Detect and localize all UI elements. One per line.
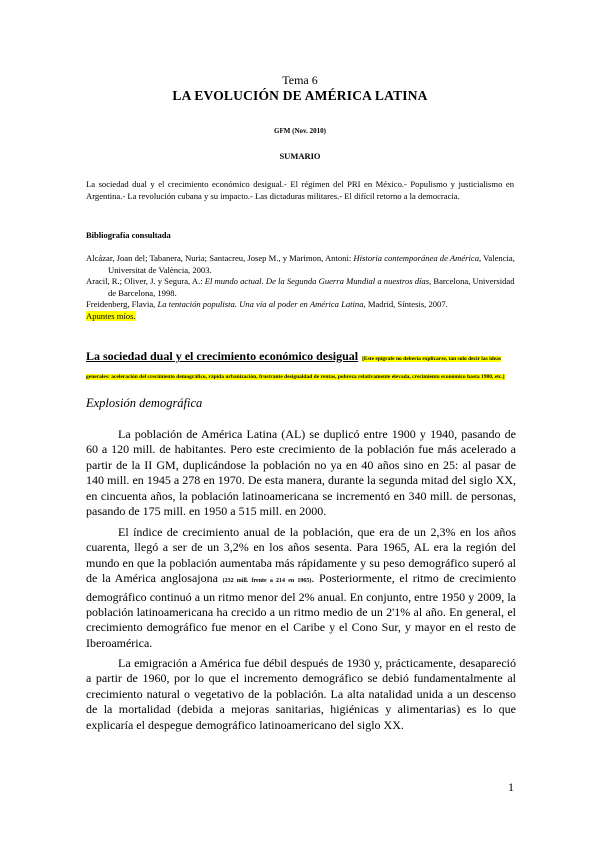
apuntes-note: Apuntes míos. xyxy=(86,310,136,321)
paragraph-1: La población de América Latina (AL) se duplicó entre 1900 y 1940, pasando de 60 a 120 mill. de habitantes. Pero este crecimiento de la población fue más acelerado a partir de la II GM, duplicándose la población no ya en 40 años sino en 25: al pasar de 140 mill. en 1945 a 278 en 1970. De esta manera, durante la segunda mitad del siglo XX, en cincuenta años, la población latinoamericana se incrementó en 340 mill. de personas, pasando de 175 mill. en 1950 a 515 mill. en 2000. xyxy=(86,427,516,519)
page-number: 1 xyxy=(508,780,514,794)
bibliography-heading: Bibliografía consultada xyxy=(86,230,171,240)
subsection-heading: Explosión demográfica xyxy=(86,396,203,410)
sumario-heading: SUMARIO xyxy=(279,151,321,161)
section-header xyxy=(86,347,516,383)
author-date: GFM (Nov. 2010) xyxy=(274,127,326,135)
tema-label: Tema 6 xyxy=(282,73,318,87)
bibliography-entry: Alcázar, Joan del; Tabanera, Nuria; Santacreu, Josep M., y Marimon, Antoni: Historia contemporánea de América, Valencia, Universitat de València, 2003. xyxy=(86,253,515,275)
document-title: LA EVOLUCIÓN DE AMÉRICA LATINA xyxy=(172,88,428,103)
paragraph-2: El índice de crecimiento anual de la población, que era de un 2,3% en los años cuarenta, llegó a ser de un 3,2% en los años sesenta. Para 1965, AL era la región del mundo en que la población aumentaba más rápidamente y su peso demográfico superó al de la América anglosajona (232 mill. frente a 214 en 1965). Posteriormente, el ritmo de crecimiento demográfico continuó a un ritmo menor del 2% anual. En conjunto, entre 1950 y 2009, la población latinoamericana ha crecido a un ritmo medio de un 2'1% al año. En general, el crecimiento demográfico fue menor en el Caribe y el Cono Sur, y mayor en el resto de Iberoamérica. xyxy=(86,525,516,650)
bibliography-list xyxy=(86,253,516,322)
bibliography-entry: Aracil, R.; Oliver, J. y Segura, A.: El mundo actual. De la Segunda Guerra Mundial a nuestros días, Barcelona, Universidad de Barcelona, 1998. xyxy=(86,276,515,298)
small-note: (232 mill. frente a 214 en 1965) xyxy=(222,578,312,585)
section-highlight-note: [Este epígrafe no debería explicarse, tan solo decir las ideas generales: aceleración del crecimiento demográfico, rápida urbanización, frustrante desigualdad de rentas, pobreza relativamente elevada, crecimiento económico hasta 1980, etc.] xyxy=(86,356,505,380)
section-title: La sociedad dual y el crecimiento económico desigual xyxy=(86,349,359,363)
bibliography-entry: Freidenberg, Flavia, La tentación populista. Una vía al poder en América Latina, Madrid, Síntesis, 2007. xyxy=(86,299,448,309)
sumario-text: La sociedad dual y el crecimiento económico desigual.- El régimen del PRI en México.- Populismo y justicialismo en Argentina.- La revolución cubana y su impacto.- Las dictaduras militares.- El difícil retorno a la democracia. xyxy=(86,179,514,201)
paragraph-3: La emigración a América fue débil después de 1930 y, prácticamente, desapareció a partir de 1960, por lo que el incremento demográfico se debió fundamentalmente al crecimiento natural o vegetativo de la población. La alta natalidad unida a un descenso de la mortalidad (debida a mejoras sanitarias, higiénicas y alimentarias) es lo que explicaría el despegue demográfico latinoamericano del siglo XX. xyxy=(86,656,516,732)
